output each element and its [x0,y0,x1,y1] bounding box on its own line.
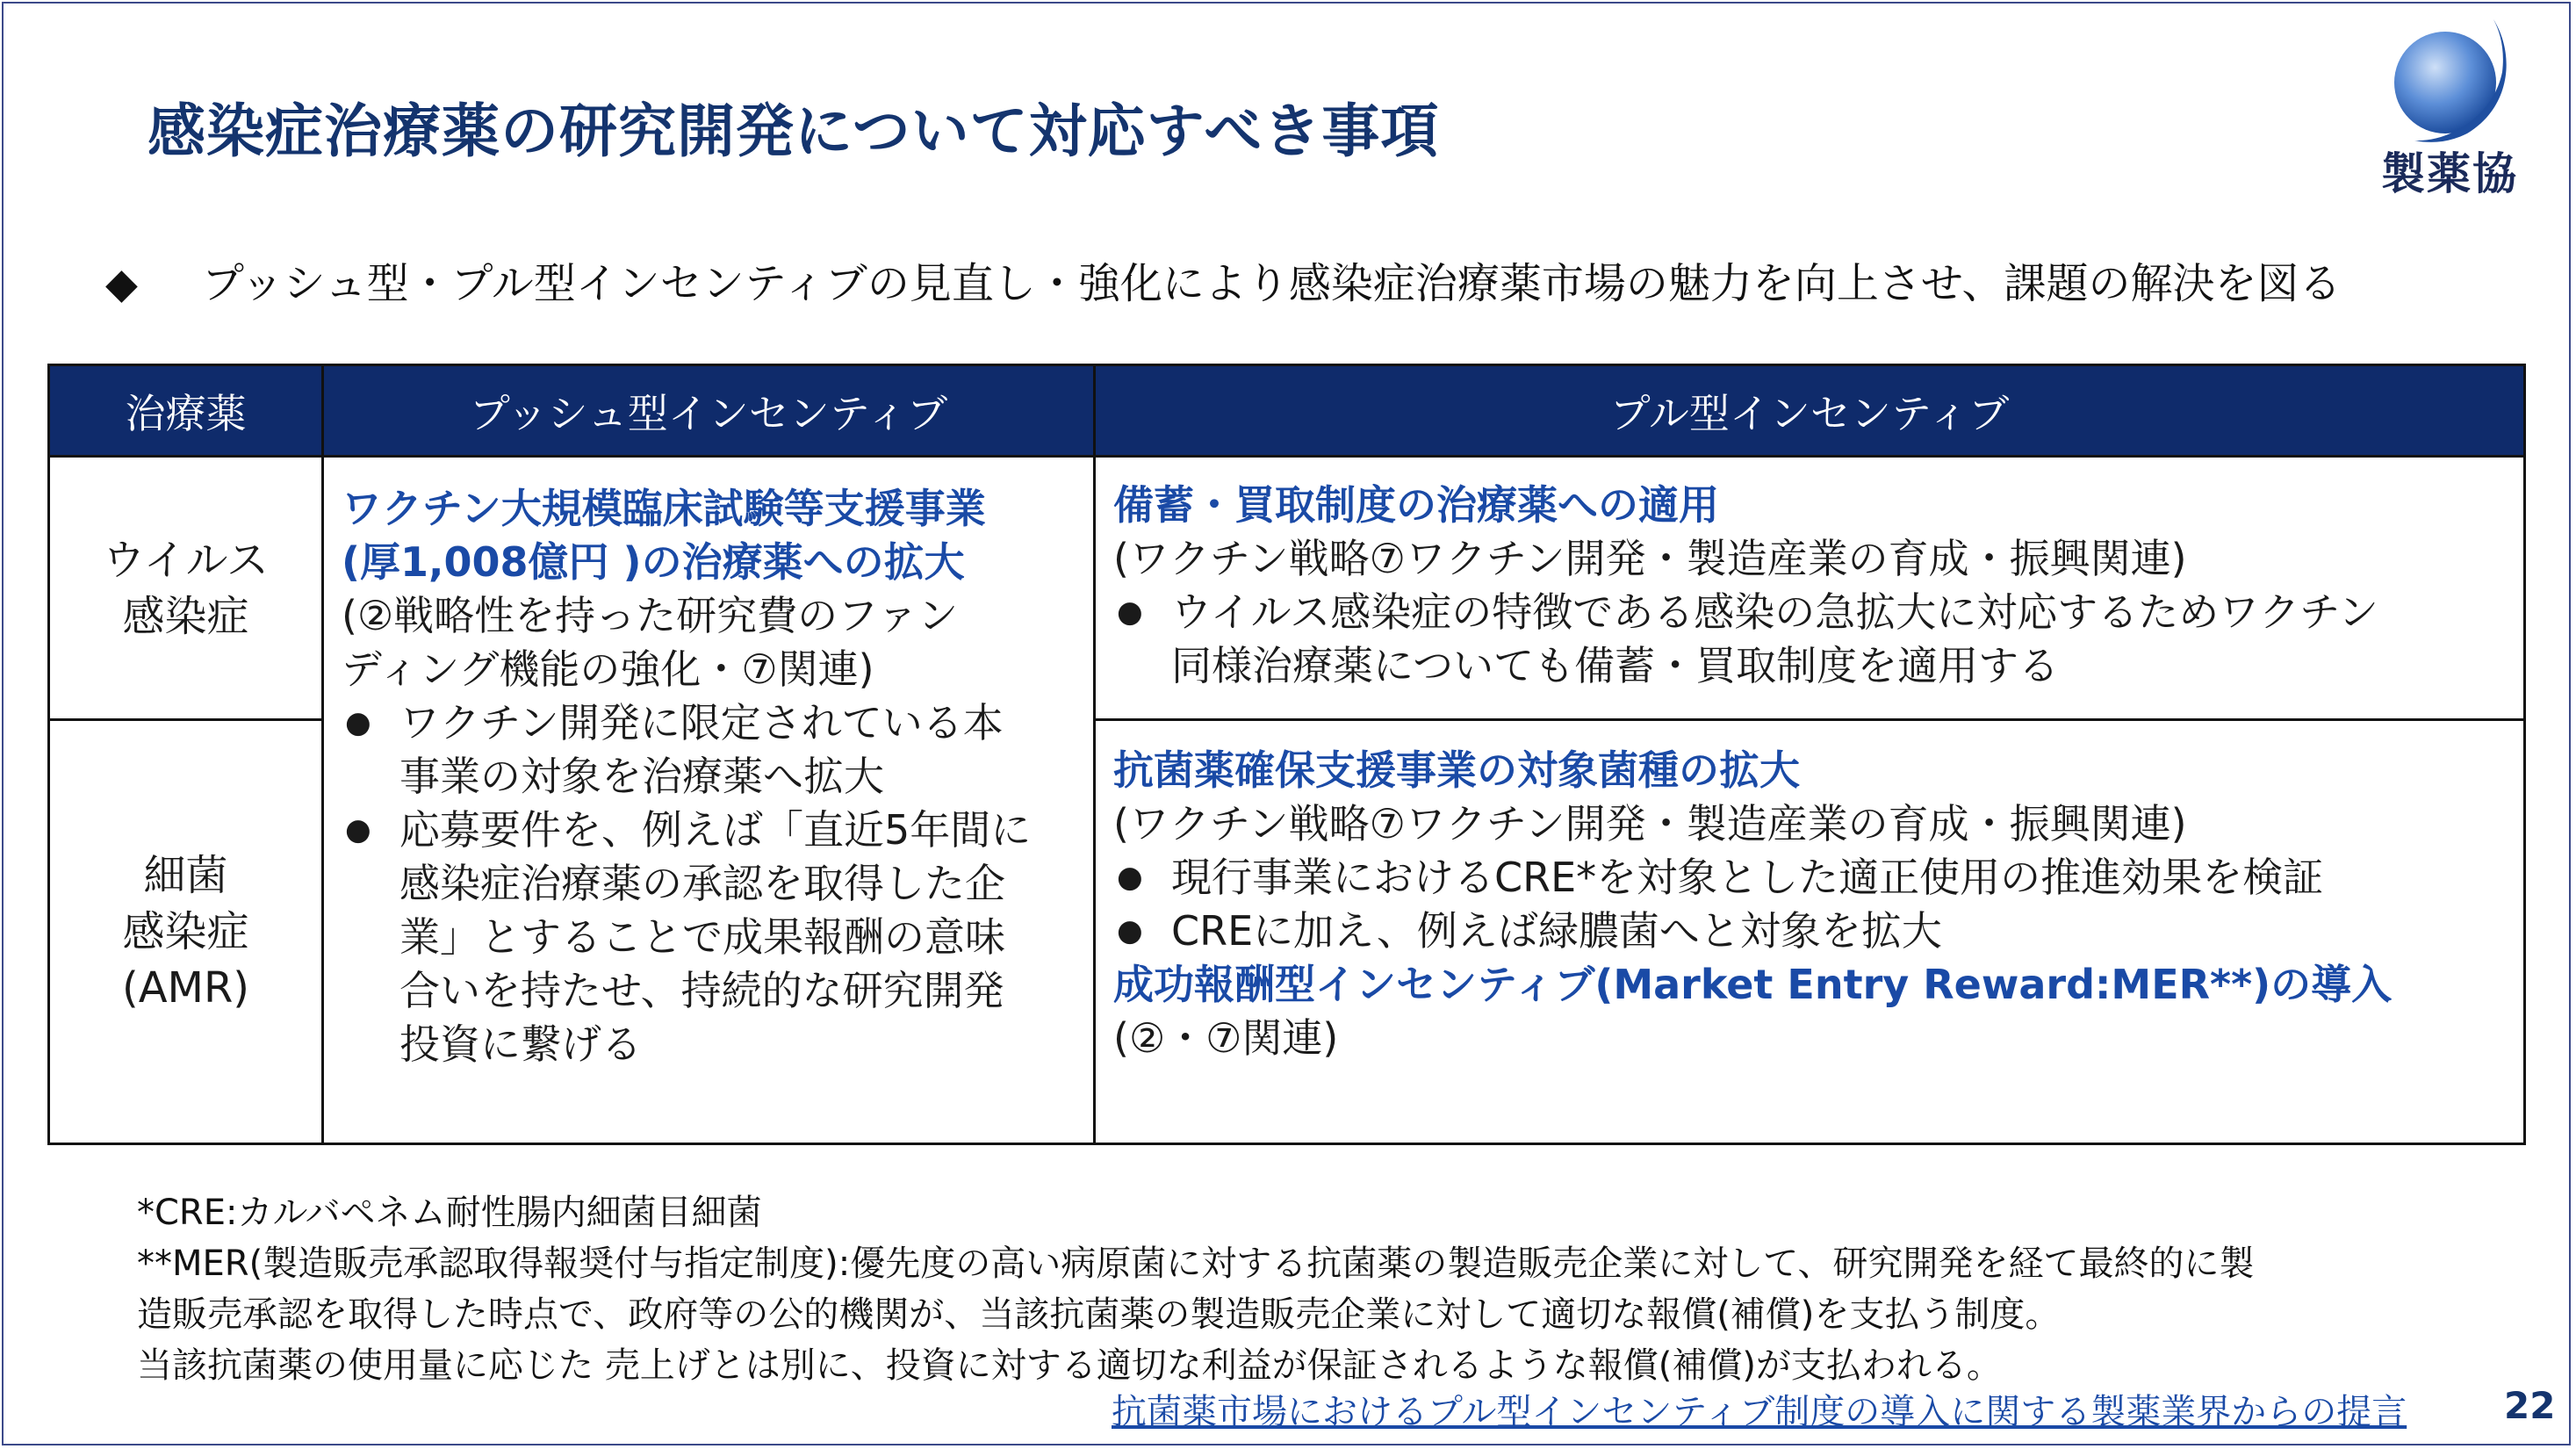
push-title: ワクチン大規模臨床試験等支援事業 (厚1,008億円 )の治療薬への拡大 [342,485,986,586]
lead-statement [105,249,2341,310]
header-pull: プル型インセンティブ [1095,365,2525,457]
pull-virus-ref: (ワクチン戦略⑦ワクチン開発・製造産業の育成・振興関連) [1113,535,2187,582]
row-label-virus: ウイルス 感染症 [49,457,323,720]
footnote-mer-2: 造販売承認を取得した時点で、政府等の公的機関が、当該抗菌薬の製造販売企業に対して適切な報償(補償)を支払う制度。 [137,1294,2061,1335]
pull-mer-title: 成功報酬型インセンティブ(Market Entry Reward:MER**)の導入 [1113,961,2393,1008]
incentive-table [47,364,2526,1145]
push-incentive-cell [323,457,1095,1144]
footnote-mer-3: 当該抗菌薬の使用量に応じた 売上げとは別に、投資に対する適切な利益が保証されるような報償(補償)が支払われる。 [137,1345,2002,1386]
lead-text: プッシュ型・プル型インセンティブの見直し・強化により感染症治療薬市場の魅力を向上させ、課題の解決を図る [202,259,2342,308]
push-ref: (②戦略性を持った研究費のファン ディング機能の強化・⑦関連) [342,592,959,693]
row-label-bacteria: 細菌 感染症 (AMR) [49,720,323,1144]
pull-bacteria-cell [1095,720,2525,1144]
push-bullet-2: ● 応募要件を、例えば「直近5年間に 感染症治療薬の承認を取得した企 業」とすることで成果報酬の意味 合いを持たせ、持続的な研究開発 投資に繋げる [342,804,1077,1071]
pull-bacteria-bullet-1: ● 現行事業におけるCRE*を対象とした適正使用の推進効果を検証 [1113,851,2511,905]
header-push: プッシュ型インセンティブ [323,365,1095,457]
pull-virus-bullet-1: ● ウイルス感染症の特徴である感染の急拡大に対応するためワクチン 同様治療薬についても備蓄・買取制度を適用する [1113,586,2511,693]
pull-bacteria-ref: (ワクチン戦略⑦ワクチン開発・製造産業の育成・振興関連) [1113,800,2187,847]
push-bullet-1: ● ワクチン開発に限定されている本 事業の対象を治療薬へ拡大 [342,696,1077,804]
footnote-mer-1: **MER(製造販売承認取得報奨付与指定制度):優先度の高い病原菌に対する抗菌薬の製造販売企業に対して、研究開発を経て最終的に製 [137,1244,2255,1284]
logo-text: 製薬協 [2381,148,2518,199]
header-drug: 治療薬 [49,365,323,457]
footnote-cre: *CRE:カルバペネム耐性腸内細菌目細菌 [137,1193,762,1233]
footnotes [137,1187,2254,1391]
page-title: 感染症治療薬の研究開発について対応すべき事項 [148,97,1440,165]
proposal-link[interactable]: 抗菌薬市場におけるプル型インセンティブ制度の導入に関する製薬業界からの提言 [1112,1392,2407,1432]
table-row-virus [49,457,2525,720]
pull-mer-ref: (②・⑦関連) [1113,1014,1339,1062]
pull-bacteria-bullet-2: ● CREに加え、例えば緑膿菌へと対象を拡大 [1113,905,2511,958]
pull-virus-title: 備蓄・買取制度の治療薬への適用 [1113,481,1719,529]
diamond-bullet-icon: ◆ [105,259,138,308]
pull-virus-cell [1095,457,2525,720]
pull-bacteria-title: 抗菌薬確保支援事業の対象菌種の拡大 [1113,746,1800,794]
table-header-row [49,365,2525,457]
page-number: 22 [2504,1384,2556,1427]
